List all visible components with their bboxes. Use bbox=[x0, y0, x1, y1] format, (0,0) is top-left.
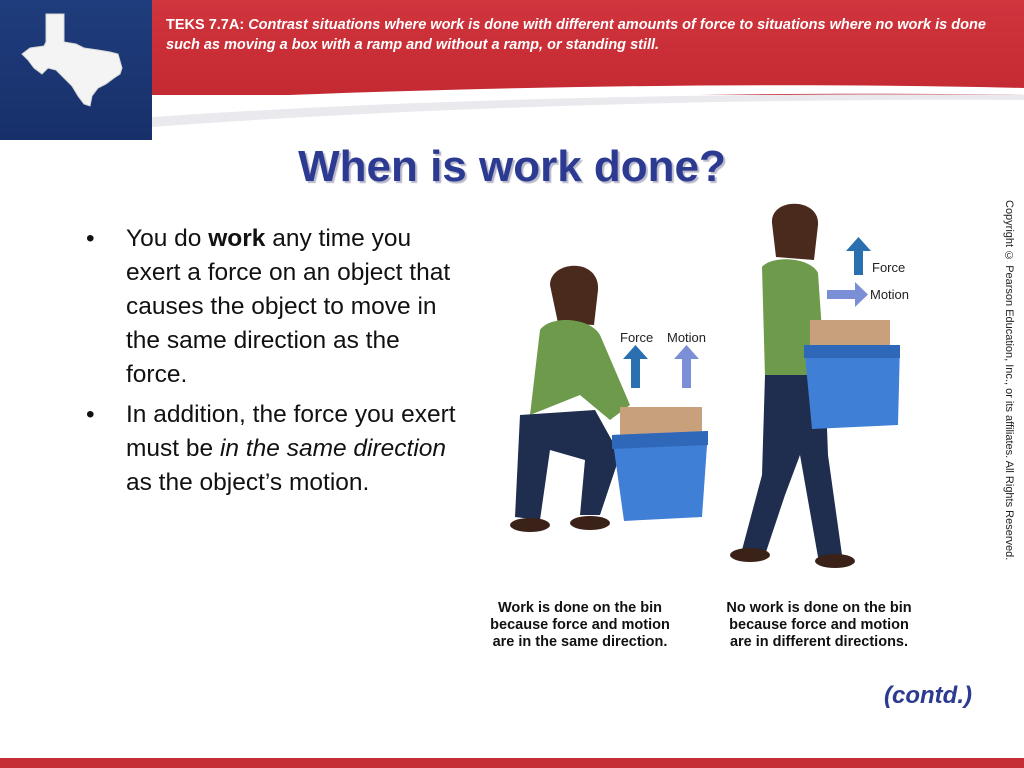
caption-work-done: Work is done on the bin because force and motion are in the same direction. bbox=[490, 600, 670, 650]
page-title: When is work done? bbox=[298, 142, 726, 191]
texas-map-icon bbox=[18, 8, 130, 108]
header-swoosh bbox=[0, 70, 1024, 150]
right-motion-label: Motion bbox=[870, 287, 910, 302]
teks-code: TEKS 7.7A: bbox=[166, 17, 245, 33]
right-motion-arrow bbox=[827, 282, 868, 307]
continued-label: (contd.) bbox=[884, 682, 972, 709]
lifting-bin bbox=[612, 407, 708, 521]
teks-standard bbox=[166, 15, 1011, 55]
bullet-bold-term: work bbox=[208, 225, 266, 252]
texas-panel bbox=[0, 0, 152, 140]
left-force-arrow bbox=[623, 345, 648, 388]
work-illustration bbox=[480, 195, 980, 580]
bullet-text: You do bbox=[126, 225, 209, 252]
caption-no-work-done: No work is done on the bin because force and motion are in different directions. bbox=[726, 600, 912, 650]
teks-description: Contrast situations where work is done with different amounts of force to situations where no work is done such as moving a box with a ramp and without a ramp, or standing still. bbox=[166, 17, 986, 53]
bullet-text: as the object’s motion. bbox=[126, 469, 370, 496]
carried-bin bbox=[804, 320, 900, 429]
copyright-notice: Copyright © Pearson Education, Inc., or its affiliates. All Rights Reserved. bbox=[1003, 200, 1015, 561]
left-force-label: Force bbox=[620, 330, 654, 345]
right-force-arrow bbox=[846, 237, 871, 275]
bullet-text: any time you exert a force on an object that causes the object to move in the same direction as the force. bbox=[126, 225, 451, 388]
left-motion-arrow bbox=[674, 345, 699, 388]
bullet-italic-phrase: in the same direction bbox=[219, 435, 447, 462]
bullet-item-same-direction bbox=[86, 398, 466, 500]
bullet-item-work-definition bbox=[86, 222, 466, 392]
bullet-list bbox=[86, 222, 466, 506]
bullet-text: In addition, the force you exert must be bbox=[126, 401, 456, 462]
left-motion-label: Motion bbox=[667, 330, 707, 345]
footer-bar bbox=[0, 758, 1024, 768]
lifting-person-figure bbox=[510, 266, 630, 532]
right-force-label: Force bbox=[872, 260, 906, 275]
